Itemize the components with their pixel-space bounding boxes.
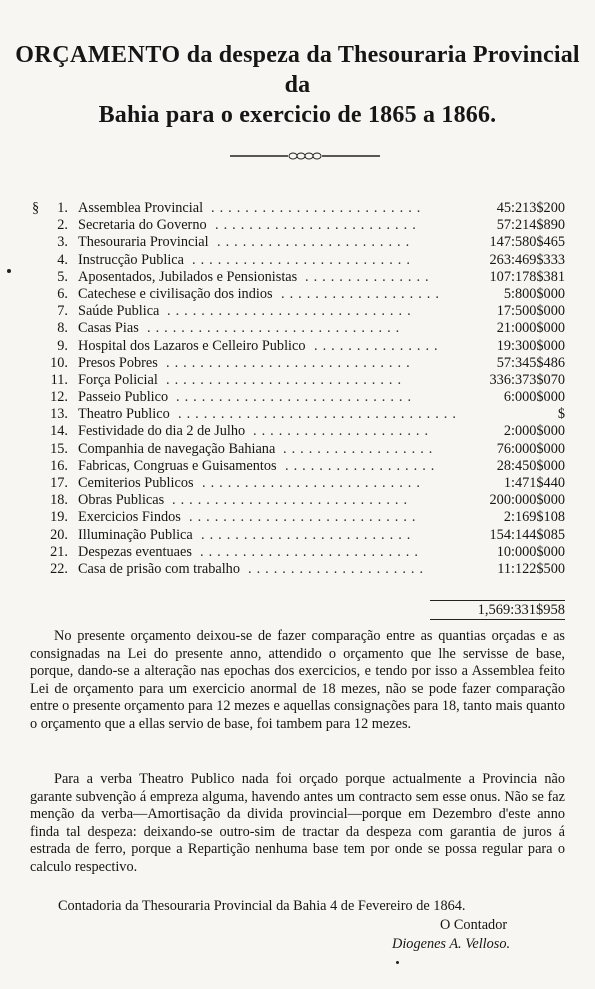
leader-dots: ..............................	[147, 320, 405, 337]
signature-place-date: Contadoria da Thesouraria Provincial da Bahia 4 de Fevereiro de 1864.	[58, 898, 466, 914]
item-amount: 45:213$200	[496, 200, 565, 216]
item-number: 19.	[50, 509, 68, 526]
leader-dots: ..........................	[192, 251, 415, 268]
list-item	[30, 286, 565, 303]
print-speck	[7, 269, 11, 273]
list-item	[30, 527, 565, 544]
item-amount: 2:000$000	[503, 423, 565, 440]
item-number: 11.	[50, 371, 68, 388]
item-number: 10.	[50, 354, 68, 371]
item-label: Instrucção Publica	[78, 251, 184, 268]
leader-dots: .........................	[201, 526, 416, 543]
document-title	[0, 40, 595, 130]
list-item	[30, 338, 565, 355]
item-amount: $	[557, 406, 565, 423]
item-amount: 1:471$440	[503, 475, 565, 491]
item-amount: 2:169$108	[503, 509, 565, 526]
list-item	[30, 303, 565, 320]
leader-dots: .........................	[211, 200, 426, 216]
list-item	[30, 441, 565, 458]
total-underline	[430, 619, 565, 620]
list-item	[30, 320, 565, 337]
item-amount: 336:373$070	[489, 371, 565, 388]
list-item	[30, 200, 565, 217]
item-number: 5.	[57, 268, 68, 285]
ornament-rule-icon	[230, 150, 380, 162]
item-label: Presos Pobres	[78, 354, 158, 371]
leader-dots: ..................	[283, 440, 438, 457]
item-number: 4.	[57, 251, 68, 268]
item-label: Assemblea Provincial	[78, 200, 204, 216]
item-label: Exercicios Findos	[78, 509, 181, 526]
list-item	[30, 458, 565, 475]
leader-dots: ........................	[215, 217, 421, 234]
list-item	[30, 423, 565, 440]
title-line-2: Bahia para o exercicio de 1865 a 1866.	[98, 102, 497, 128]
list-item	[30, 355, 565, 372]
item-number: 3.	[57, 234, 68, 251]
item-amount: 154:144$085	[489, 526, 565, 543]
list-item	[30, 492, 565, 509]
item-number: 7.	[57, 303, 68, 320]
leader-dots: ............................	[176, 389, 417, 406]
title-line-1	[0, 40, 595, 100]
item-amount: 263:469$333	[489, 251, 565, 268]
list-item	[30, 544, 565, 561]
item-number: 6.	[57, 285, 68, 302]
item-amount: 17:500$000	[496, 303, 565, 320]
item-number: 9.	[57, 337, 68, 354]
item-label: Fabricas, Congruas e Guisamentos	[78, 457, 277, 474]
item-label: Illuminação Publica	[78, 526, 193, 543]
item-number: 14.	[50, 423, 68, 440]
leader-dots: ............................	[166, 371, 407, 388]
signer-title: O Contador	[440, 917, 508, 933]
item-label: Passeio Publico	[78, 389, 169, 406]
leader-dots: ..................	[285, 457, 440, 474]
list-item	[30, 217, 565, 234]
leader-dots: .....................	[248, 560, 429, 577]
item-label: Cemiterios Publicos	[78, 475, 194, 491]
leader-dots: ............................	[172, 492, 413, 509]
item-amount: 200:000$000	[489, 492, 565, 509]
item-number: 15.	[50, 440, 68, 457]
item-amount: 147:580$465	[489, 234, 565, 251]
list-item	[30, 475, 565, 492]
item-amount: 57:214$890	[496, 217, 565, 234]
list-item	[30, 389, 565, 406]
item-number: 22.	[50, 560, 68, 577]
leader-dots: .....................	[253, 423, 434, 440]
leader-dots: .................................	[178, 406, 461, 423]
item-label: Thesouraria Provincial	[78, 234, 209, 251]
list-item	[30, 561, 565, 578]
paragraph-comparison-note: No presente orçamento deixou-se de fazer comparação entre as quantias orçadas e as consignadas na Lei do presente anno, attendido o orçamento que lhe servisse de base, porque, dando-se a alteração nas epochas dos exercicios, e tendo por isso a Assemblea feito Lei de orçamento para um exercicio anormal de 18 mezes, não se pode fazer comparação entre o presente orçamento para 12 mezes e aquellas consignações para 18, tanto mais quanto o orçamento que a ellas servio de base, foi tambem para 12 mezes.	[30, 628, 565, 732]
item-number: 13.	[50, 406, 68, 423]
title-line-1-rest: da despeza da Thesouraria Provincial da	[186, 42, 580, 98]
signer-name: Diogenes A. Velloso.	[392, 936, 511, 952]
item-label: Casa de prisão com trabalho	[78, 560, 240, 577]
item-label: Obras Publicas	[78, 492, 165, 509]
item-number: 18.	[50, 492, 68, 509]
item-number: 8.	[57, 320, 68, 337]
list-item	[30, 372, 565, 389]
leader-dots: ...................	[281, 285, 444, 302]
item-label: Companhia de navegação Bahiana	[78, 440, 276, 457]
leader-dots: ...............	[314, 337, 443, 354]
section-mark: §	[32, 200, 40, 216]
item-label: Casas Pias	[78, 320, 139, 337]
item-amount: 57:345$486	[496, 354, 565, 371]
item-label: Catechese e civilisação dos indios	[78, 285, 273, 302]
item-amount: 76:000$000	[496, 440, 565, 457]
item-label: Saúde Publica	[78, 303, 160, 320]
item-number: 12.	[50, 389, 68, 406]
list-item	[30, 234, 565, 251]
item-label: Força Policial	[78, 371, 158, 388]
list-item	[30, 509, 565, 526]
item-amount: 107:178$381	[489, 268, 565, 285]
leader-dots: .............................	[167, 303, 416, 320]
item-label: Hospital dos Lazaros e Celleiro Publico	[78, 337, 306, 354]
print-speck	[396, 961, 399, 964]
expense-list	[30, 200, 565, 578]
leader-dots: ...............	[305, 268, 434, 285]
item-number: 2.	[57, 217, 68, 234]
item-amount: 10:000$000	[496, 543, 565, 560]
list-item	[30, 252, 565, 269]
paragraph-theatre-note: Para a verba Theatro Publico nada foi orçado porque actualmente a Provincia não garante subvenção á empreza alguma, havendo antes um contracto sem esse onus. Não se faz menção da verba—Amortisação da divida provincial—porque em Dezembro d'este anno finda tal despeza: deixando-se outro-sim de tractar da despeza com garantia de juros á estrada de ferro, porque a Repartição nenhuma base tem por onde se possa regular para o calculo respectivo.	[30, 771, 565, 875]
list-item	[30, 269, 565, 286]
item-amount: 5:800$000	[503, 285, 565, 302]
list-item	[30, 406, 565, 423]
item-amount: 28:450$000	[496, 457, 565, 474]
item-amount: 21:000$000	[496, 320, 565, 337]
item-number: 16.	[50, 457, 68, 474]
item-amount: 6:000$000	[503, 389, 565, 406]
leader-dots: ...........................	[189, 509, 421, 526]
item-amount: 11:122$500	[497, 560, 565, 577]
leader-dots: .......................	[217, 234, 415, 251]
item-amount: 19:300$000	[496, 337, 565, 354]
leader-dots: ..........................	[200, 543, 423, 560]
leader-dots: .............................	[166, 354, 415, 371]
leader-dots: ..........................	[202, 475, 425, 491]
item-label: Aposentados, Jubilados e Pensionistas	[78, 268, 298, 285]
item-label: Despezas eventuaes	[78, 543, 192, 560]
title-keyword: ORÇAMENTO	[15, 42, 181, 68]
item-label: Festividade do dia 2 de Julho	[78, 423, 246, 440]
item-number: 17.	[50, 475, 68, 491]
item-label: Theatro Publico	[78, 406, 170, 423]
item-number: 21.	[50, 543, 68, 560]
item-number: 1.	[57, 200, 68, 216]
item-label: Secretaria do Governo	[78, 217, 207, 234]
item-number: 20.	[50, 526, 68, 543]
total-amount: 1,569:331$958	[477, 602, 565, 618]
